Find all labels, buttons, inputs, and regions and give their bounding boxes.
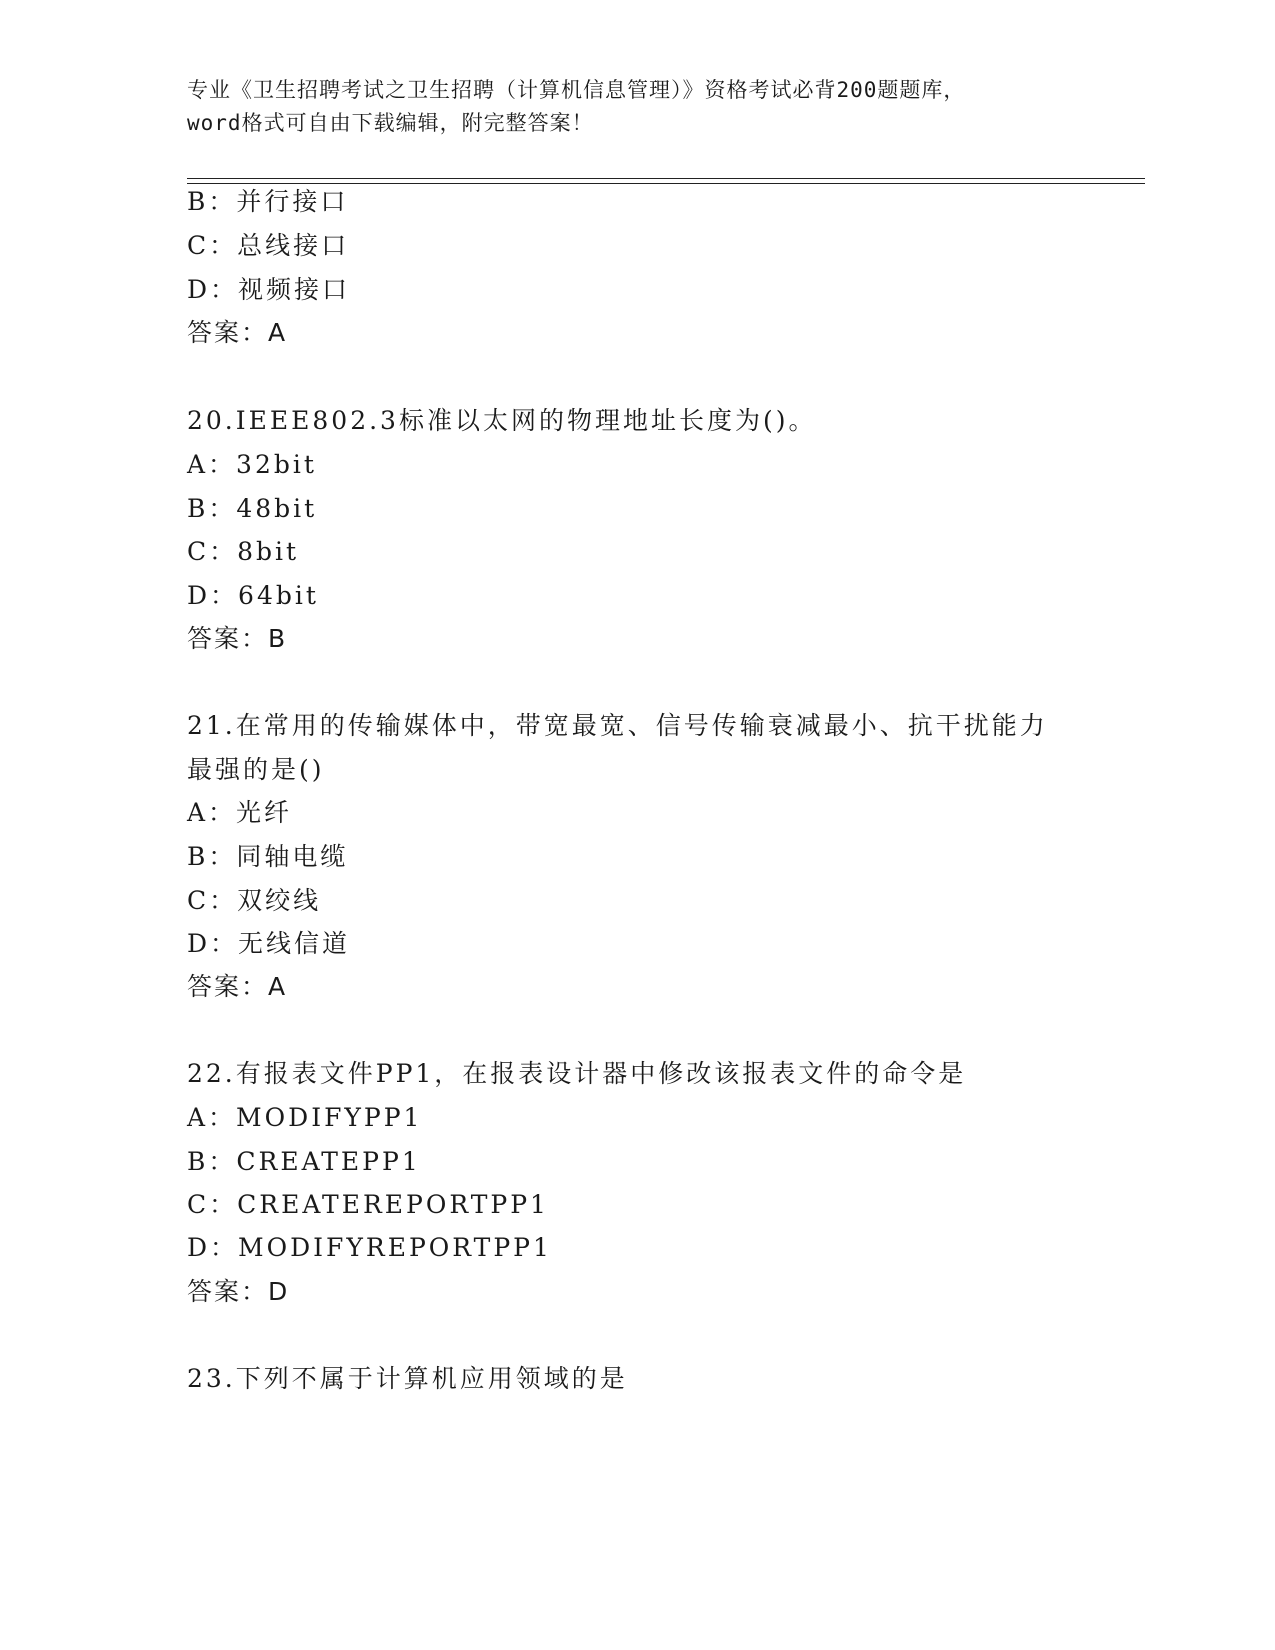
- q21-answer: 答案：A: [187, 972, 288, 1001]
- q19-option-d: D：视频接口: [187, 275, 351, 304]
- q20-option-c: C：8bit: [187, 537, 300, 566]
- q20-option-a: A：32bit: [187, 450, 317, 479]
- q21-option-d: D：无线信道: [187, 929, 351, 958]
- q22-answer: 答案：D: [187, 1277, 290, 1306]
- q23-question: 23.下列不属于计算机应用领域的是: [187, 1364, 628, 1393]
- q20-option-b: B：48bit: [187, 494, 318, 523]
- header-divider-top: [187, 178, 1145, 179]
- q19-option-c: C：总线接口: [187, 231, 350, 260]
- header-divider-bottom: [187, 183, 1145, 184]
- q21-question-line-2: 最强的是(): [187, 755, 325, 784]
- header-title-line-1: 专业《卫生招聘考试之卫生招聘（计算机信息管理）》资格考试必背200题题库，: [187, 78, 966, 102]
- q21-option-c: C：双绞线: [187, 886, 322, 915]
- q22-question: 22.有报表文件PP1，在报表设计器中修改该报表文件的命令是: [187, 1059, 967, 1088]
- q20-option-d: D：64bit: [187, 581, 319, 610]
- q22-option-a: A：MODIFYPP1: [187, 1103, 423, 1132]
- q19-answer: 答案：A: [187, 318, 288, 347]
- q20-question: 20.IEEE802.3标准以太网的物理地址长度为()。: [187, 406, 817, 435]
- document-header: [187, 74, 1087, 140]
- q20-answer: 答案：B: [187, 624, 288, 653]
- q22-option-c: C：CREATEREPORTPP1: [187, 1190, 549, 1219]
- q22-option-d: D：MODIFYREPORTPP1: [187, 1233, 552, 1262]
- q21-question-line-1: 21.在常用的传输媒体中，带宽最宽、信号传输衰减最小、抗干扰能力: [187, 711, 1048, 740]
- q21-option-b: B：同轴电缆: [187, 842, 349, 871]
- q19-option-b: B：并行接口: [187, 187, 349, 216]
- header-title-line-2: word格式可自由下载编辑，附完整答案！: [187, 111, 594, 135]
- q21-option-a: A：光纤: [187, 798, 293, 827]
- q22-option-b: B：CREATEPP1: [187, 1147, 421, 1176]
